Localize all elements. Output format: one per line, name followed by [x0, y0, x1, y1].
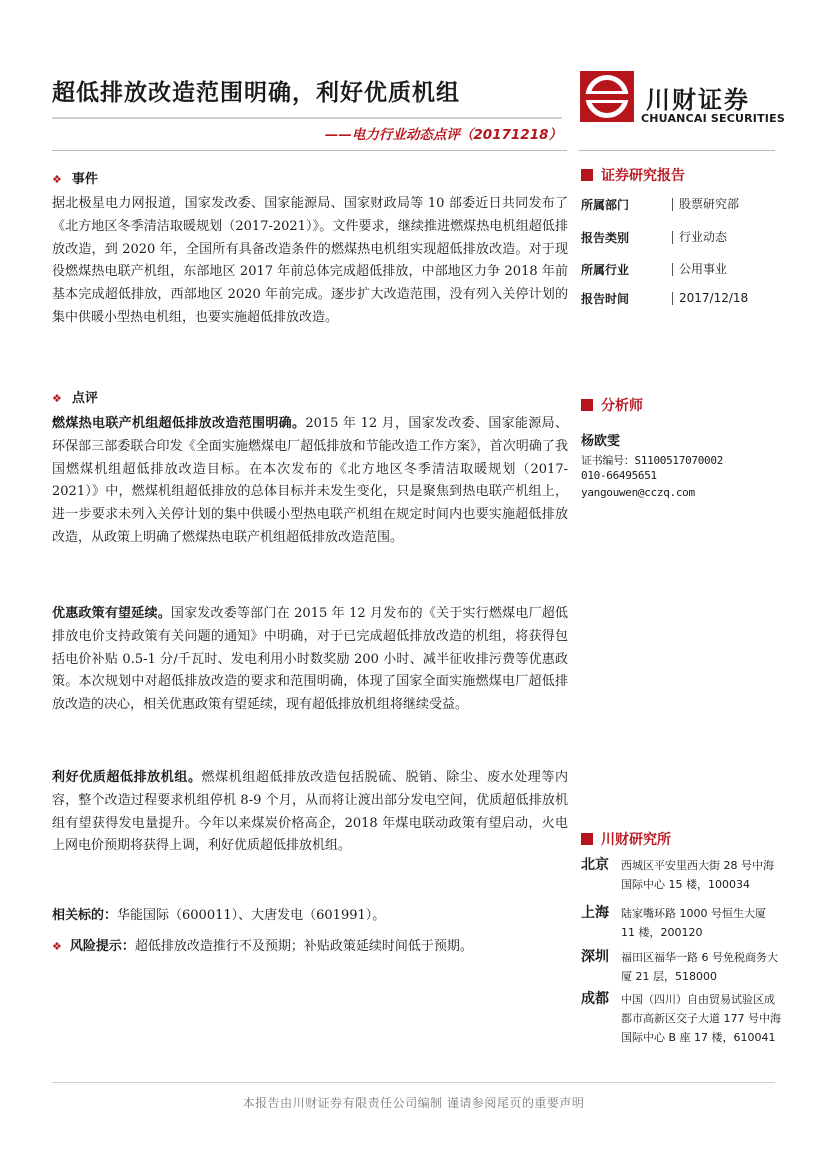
event-heading: ❖ 事件 — [52, 172, 98, 187]
meta-value-department: 股票研究部 — [672, 198, 739, 211]
meta-label-date: 报告时间 — [581, 292, 630, 306]
office-city-beijing: 北京 — [581, 857, 609, 873]
analyst-email[interactable]: yangouwen@cczq.com — [581, 486, 695, 499]
office-city-chengdu: 成都 — [581, 991, 609, 1007]
risk-warning — [52, 936, 568, 959]
office-address-shenzhen: 福田区福华一路 6 号免税商务大厦 21 层，518000 — [621, 951, 778, 983]
meta-value-industry: 公用事业 — [672, 263, 727, 276]
related-lead: 相关标的： — [52, 908, 118, 923]
square-bullet-icon — [581, 399, 593, 411]
office-address-beijing: 西城区平安里西大街 28 号中海国际中心 15 楼，100034 — [621, 859, 774, 891]
title-divider — [52, 117, 562, 119]
company-logo-icon — [580, 71, 634, 122]
risk-text: 超低排放改造推行不及预期；补贴政策延续时间低于预期。 — [134, 939, 473, 954]
related-stocks — [52, 905, 568, 928]
paragraph-body: 燃煤机组超低排放改造包括脱硫、脱销、除尘、废水处理等内容，整个改造过程要求机组停机 8-9 个月，从而将让渡出部分发电空间，优质超低排放机组有望获得发电量提升。今年以来煤炭价格高企，2018 年煤电联动政策有望启动，火电上网电价预期将获得上调，利好优质超低排放机组。 — [52, 770, 568, 854]
institute-heading: 川财研究所 — [581, 829, 671, 849]
page-subtitle: ——电力行业动态点评（20171218） — [324, 127, 562, 143]
analyst-cert: 证书编号：S1100517070002 — [581, 454, 724, 467]
office-city-shanghai: 上海 — [581, 905, 609, 921]
meta-label-industry: 所属行业 — [581, 263, 630, 277]
event-paragraph: 据北极星电力网报道，国家发改委、国家能源局、国家财政局等 10 部委近日共同发布了《北方地区冬季清洁取暖规划（2017-2021）》。文件要求，继续推进燃煤热电机组超低排放改造，到 2020 年，全国所有具备改造条件的燃煤热电机组实现超低排放改造。对于现役燃煤热电联产机组，东部地区 2017 年前总体完成超低排放，中部地区力争 2018 年前基本完成超低排放，西部地区 2020 年前完成。逐步扩大改造范围，没有列入关停计划的集中供暖小型热电机组，也要实施超低排放改造。 — [52, 196, 568, 325]
analyst-name: 杨欧雯 — [581, 434, 621, 449]
meta-value-date: 2017/12/18 — [672, 292, 748, 305]
company-name-en: CHUANCAI SECURITIES — [641, 112, 785, 125]
meta-label-category: 报告类别 — [581, 231, 630, 245]
diamond-bullet-icon: ❖ — [52, 392, 62, 405]
meta-value-category: 行业动态 — [672, 231, 727, 244]
comment-paragraph-1 — [52, 413, 568, 550]
footer-disclaimer: 本报告由川财证券有限责任公司编制 谨请参阅尾页的重要声明 — [242, 1096, 585, 1110]
analyst-phone: 010-66495651 — [581, 469, 657, 482]
footer-divider — [52, 1082, 775, 1083]
paragraph-lead: 燃煤热电联产机组超低排放改造范围明确。 — [52, 416, 306, 431]
office-city-shenzhen: 深圳 — [581, 949, 609, 965]
square-bullet-icon — [581, 169, 593, 181]
office-address-shanghai: 陆家嘴环路 1000 号恒生大厦 11 楼，200120 — [621, 907, 766, 939]
main-divider — [52, 150, 567, 151]
comment-paragraph-3 — [52, 767, 568, 858]
diamond-bullet-icon: ❖ — [52, 173, 62, 186]
paragraph-body: 2015 年 12 月，国家发改委、国家能源局、环保部三部委联合印发《全面实施燃煤电厂超低排放和节能改造工作方案》，首次明确了我国燃煤机组超低排放改造目标。在本次发布的《北方地区冬季清洁取暖规划（2017-2021）》中，燃煤机组超低排放的总体目标并未发生变化，只是聚焦到热电联产机组上，进一步要求未列入关停计划的集中供暖小型热电联产机组在规定时间内也要实施超低排放改造，从政策上明确了燃煤热电联产机组超低排放改造范围。 — [52, 416, 568, 545]
meta-label-department: 所属部门 — [581, 198, 630, 212]
company-name-cn: 川财证券 — [646, 86, 750, 114]
report-heading: 证券研究报告 — [581, 165, 685, 185]
paragraph-lead: 优惠政策有望延续。 — [52, 606, 171, 621]
analyst-heading: 分析师 — [581, 395, 643, 415]
office-address-chengdu: 中国（四川）自由贸易试验区成都市高新区交子大道 177 号中海国际中心 B 座 17 楼，610041 — [621, 993, 781, 1044]
paragraph-lead: 利好优质超低排放机组。 — [52, 770, 202, 785]
comment-paragraph-2 — [52, 603, 568, 717]
comment-heading: ❖ 点评 — [52, 391, 98, 406]
related-text: 华能国际（600011）、大唐发电（601991）。 — [117, 908, 386, 923]
sidebar-divider — [578, 150, 775, 151]
paragraph-body: 国家发改委等部门在 2015 年 12 月发布的《关于实行燃煤电厂超低排放电价支持政策有关问题的通知》中明确，对于已完成超低排放改造的机组，将获得包括电价补贴 0.5-1 分/千瓦时、发电利用小时数奖励 200 小时、减半征收排污费等优惠政策。本次规划中对超低排放改造的要求和范围明确，体现了国家全面实施燃煤电厂超低排放改造的决心，相关优惠政策有望延续，现有超低排放机组将继续受益。 — [52, 606, 568, 713]
diamond-bullet-icon: ❖ — [52, 940, 62, 953]
square-bullet-icon — [581, 833, 593, 845]
page-title: 超低排放改造范围明确，利好优质机组 — [52, 79, 460, 106]
risk-lead: 风险提示： — [69, 939, 135, 954]
